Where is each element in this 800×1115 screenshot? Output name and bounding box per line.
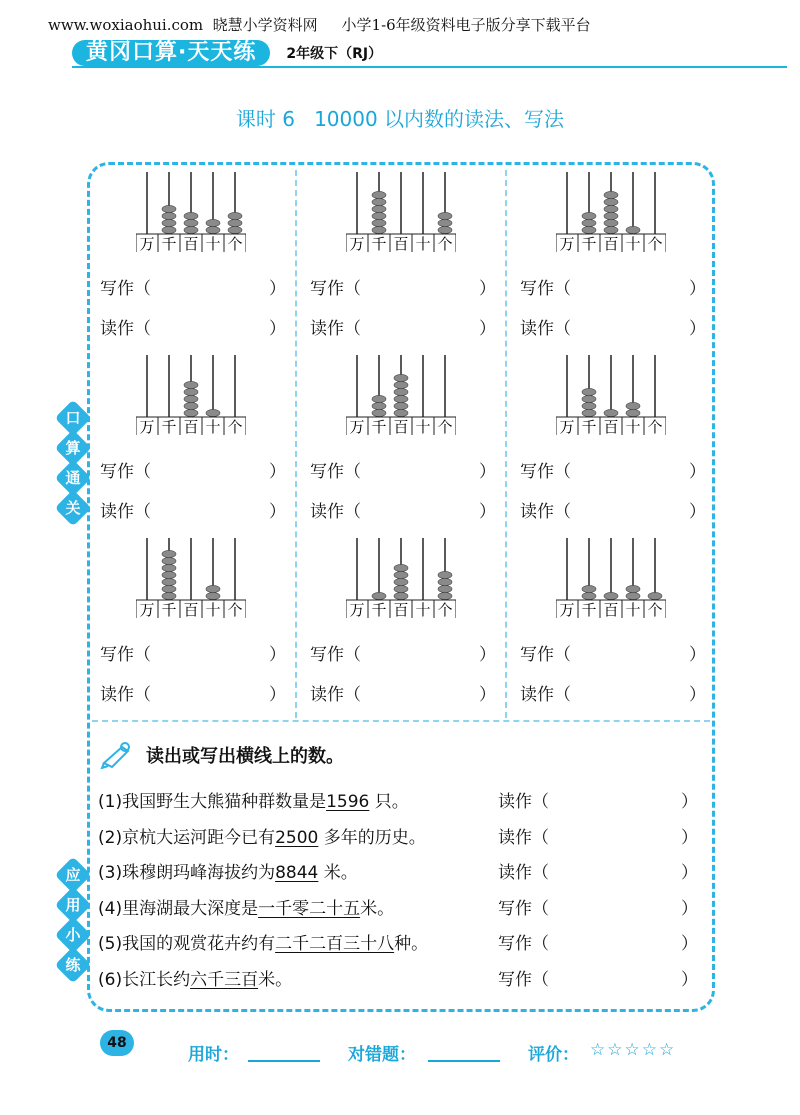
answer-label: 写作（ xyxy=(498,969,549,990)
place-value-label: 百 xyxy=(183,235,199,252)
brand-bar xyxy=(72,40,382,66)
abacus-bead xyxy=(162,212,176,219)
answer-blank[interactable] xyxy=(498,965,698,990)
place-value-label: 个 xyxy=(647,235,663,252)
write-label: 写作（ xyxy=(520,645,571,665)
read-label: 读作（ xyxy=(100,502,151,522)
underlined-number: 六千三百 xyxy=(190,969,259,990)
abacus-bead xyxy=(626,585,640,592)
place-value-label: 个 xyxy=(227,601,243,618)
abacus-bead xyxy=(626,226,640,233)
question-text: (3)珠穆朗玛峰海拔约为 xyxy=(98,863,276,883)
abacus-cell xyxy=(300,355,505,537)
question-suffix: 多年的历史。 xyxy=(318,827,426,848)
write-label: 写作（ xyxy=(100,462,151,482)
underlined-number: 1596 xyxy=(326,792,370,812)
read-label: 读作（ xyxy=(520,319,571,339)
abacus-cell xyxy=(300,538,505,720)
abacus-bead xyxy=(162,557,176,564)
abacus-bead xyxy=(582,219,596,226)
place-value-label: 十 xyxy=(625,418,641,435)
close-paren: ） xyxy=(269,685,286,705)
close-paren: ） xyxy=(479,645,496,665)
answer-blank[interactable] xyxy=(498,858,698,883)
question-text: (5)我国的观赏花卉约有 xyxy=(98,934,276,954)
abacus-bead xyxy=(372,409,386,416)
abacus-bead xyxy=(162,585,176,592)
place-value-label: 千 xyxy=(371,601,387,618)
read-label: 读作（ xyxy=(520,685,571,705)
place-value-label: 个 xyxy=(437,418,453,435)
abacus-bead xyxy=(604,198,618,205)
place-value-label: 千 xyxy=(161,601,177,618)
underlined-number: 二千二百三十八 xyxy=(275,934,395,954)
abacus-bead xyxy=(206,592,220,599)
abacus xyxy=(136,355,246,435)
write-answer-line[interactable] xyxy=(100,274,286,299)
place-value-label: 十 xyxy=(625,601,641,618)
abacus-bead xyxy=(604,592,618,599)
place-value-label: 千 xyxy=(581,418,597,435)
abacus-bead xyxy=(394,388,408,395)
abacus-bead xyxy=(604,205,618,212)
abacus-cell xyxy=(90,538,295,720)
place-value-label: 万 xyxy=(559,235,575,252)
abacus-bead xyxy=(438,585,452,592)
close-paren: ） xyxy=(269,645,286,665)
abacus-bead xyxy=(184,212,198,219)
correct-blank[interactable] xyxy=(428,1060,500,1062)
abacus-bead xyxy=(184,409,198,416)
abacus-bead xyxy=(626,402,640,409)
time-blank[interactable] xyxy=(248,1060,320,1062)
abacus-bead xyxy=(162,578,176,585)
read-answer-line[interactable] xyxy=(100,314,286,339)
abacus-bead xyxy=(626,409,640,416)
answer-blank[interactable] xyxy=(498,787,698,812)
abacus-cell xyxy=(510,355,715,537)
write-answer-line[interactable] xyxy=(100,457,286,482)
place-value-label: 个 xyxy=(227,235,243,252)
read-answer-line[interactable] xyxy=(310,314,496,339)
place-value-label: 百 xyxy=(183,601,199,618)
place-value-label: 十 xyxy=(625,235,641,252)
close-paren: ） xyxy=(689,645,706,665)
close-paren: ） xyxy=(689,279,706,299)
question-suffix: 米。 xyxy=(360,898,395,919)
place-value-label: 十 xyxy=(415,601,431,618)
place-value-label: 万 xyxy=(139,601,155,618)
question-row xyxy=(98,823,698,853)
place-value-label: 万 xyxy=(559,418,575,435)
abacus-bead xyxy=(372,191,386,198)
abacus-bead xyxy=(184,381,198,388)
abacus-bead xyxy=(582,395,596,402)
section-title: 读出或写出横线上的数。 xyxy=(146,746,344,767)
abacus-bead xyxy=(162,219,176,226)
read-label: 读作（ xyxy=(310,502,361,522)
question-text: (2)京杭大运河距今已有 xyxy=(98,827,276,848)
place-value-label: 个 xyxy=(437,601,453,618)
abacus-bead xyxy=(438,212,452,219)
place-value-label: 百 xyxy=(183,418,199,435)
answer-label: 读作（ xyxy=(498,863,549,883)
abacus-bead xyxy=(394,571,408,578)
question-text: (6)长江长约 xyxy=(98,969,191,990)
place-value-label: 千 xyxy=(371,235,387,252)
place-value-label: 万 xyxy=(139,235,155,252)
section-divider xyxy=(92,720,710,722)
abacus-bead xyxy=(372,198,386,205)
place-value-label: 个 xyxy=(647,418,663,435)
abacus xyxy=(346,538,456,618)
abacus-bead xyxy=(228,226,242,233)
place-value-label: 百 xyxy=(603,235,619,252)
read-label: 读作（ xyxy=(520,502,571,522)
column-divider xyxy=(505,170,507,718)
abacus-bead xyxy=(394,409,408,416)
abacus xyxy=(556,172,666,252)
place-value-label: 百 xyxy=(603,418,619,435)
abacus-bead xyxy=(438,219,452,226)
close-paren: ） xyxy=(479,685,496,705)
section-header xyxy=(100,740,344,770)
page-number: 48 xyxy=(100,1030,134,1056)
abacus-bead xyxy=(394,381,408,388)
abacus-bead xyxy=(162,592,176,599)
abacus-bead xyxy=(582,388,596,395)
brand-logo: 黄冈口算·天天练 xyxy=(72,40,270,66)
place-value-label: 千 xyxy=(161,235,177,252)
abacus-bead xyxy=(206,226,220,233)
rating-label: 评价： xyxy=(528,1045,579,1065)
close-paren: ） xyxy=(681,934,698,954)
abacus-bead xyxy=(184,226,198,233)
write-answer-line[interactable] xyxy=(310,457,496,482)
abacus-bead xyxy=(206,219,220,226)
answer-label: 读作（ xyxy=(498,792,549,812)
place-value-label: 万 xyxy=(139,418,155,435)
site-banner: www.woxiaohui.com 晓慧小学资料网 小学1-6年级资料电子版分享下载平台 xyxy=(48,16,591,34)
abacus-bead xyxy=(162,205,176,212)
abacus-bead xyxy=(582,212,596,219)
write-label: 写作（ xyxy=(520,462,571,482)
abacus-bead xyxy=(372,395,386,402)
write-label: 写作（ xyxy=(310,645,361,665)
abacus-bead xyxy=(582,402,596,409)
place-value-label: 千 xyxy=(161,418,177,435)
read-answer-line[interactable] xyxy=(520,680,706,705)
rating-stars[interactable]: ☆☆☆☆☆ xyxy=(590,1040,677,1060)
pencil-icon xyxy=(100,741,136,769)
read-answer-line[interactable] xyxy=(520,497,706,522)
abacus-bead xyxy=(582,592,596,599)
side-tab-oral: 口 算 通 关 xyxy=(60,405,88,525)
abacus-bead xyxy=(162,571,176,578)
answer-blank[interactable] xyxy=(498,894,698,919)
close-paren: ） xyxy=(479,319,496,339)
write-answer-line[interactable] xyxy=(520,640,706,665)
abacus xyxy=(136,538,246,618)
abacus-bead xyxy=(394,402,408,409)
write-answer-line[interactable] xyxy=(520,274,706,299)
close-paren: ） xyxy=(479,462,496,482)
abacus-bead xyxy=(372,219,386,226)
place-value-label: 十 xyxy=(205,235,221,252)
page-footer xyxy=(0,1030,800,1070)
underlined-number: 一千零二十五 xyxy=(258,898,361,919)
close-paren: ） xyxy=(689,502,706,522)
close-paren: ） xyxy=(681,898,698,919)
abacus-bead xyxy=(604,191,618,198)
place-value-label: 百 xyxy=(393,418,409,435)
question-row xyxy=(98,929,698,959)
answer-label: 读作（ xyxy=(498,827,549,848)
abacus-bead xyxy=(604,212,618,219)
read-answer-line[interactable] xyxy=(100,497,286,522)
question-row xyxy=(98,787,698,817)
abacus-bead xyxy=(394,374,408,381)
write-label: 写作（ xyxy=(310,462,361,482)
abacus-bead xyxy=(604,409,618,416)
abacus-bead xyxy=(228,219,242,226)
question-text: (1)我国野生大熊猫种群数量是 xyxy=(98,792,327,812)
abacus-bead xyxy=(626,592,640,599)
close-paren: ） xyxy=(681,863,698,883)
grade-label: 2年级下（RJ） xyxy=(286,46,383,62)
place-value-label: 万 xyxy=(349,235,365,252)
underlined-number: 2500 xyxy=(275,827,319,848)
abacus-bead xyxy=(206,585,220,592)
read-label: 读作（ xyxy=(100,319,151,339)
close-paren: ） xyxy=(689,319,706,339)
question-text: (4)里海湖最大深度是 xyxy=(98,898,259,919)
underlined-number: 8844 xyxy=(275,863,319,883)
place-value-label: 百 xyxy=(393,235,409,252)
abacus-bead xyxy=(372,592,386,599)
abacus-bead xyxy=(372,212,386,219)
close-paren: ） xyxy=(269,502,286,522)
abacus-bead xyxy=(162,226,176,233)
question-suffix: 米。 xyxy=(258,969,293,990)
place-value-label: 十 xyxy=(205,418,221,435)
place-value-label: 万 xyxy=(559,601,575,618)
place-value-label: 万 xyxy=(349,418,365,435)
abacus-bead xyxy=(438,578,452,585)
abacus-cell xyxy=(90,355,295,537)
abacus-bead xyxy=(582,585,596,592)
abacus-cell xyxy=(510,172,715,354)
question-row xyxy=(98,894,698,924)
correct-label: 对错题： xyxy=(348,1045,416,1065)
time-label: 用时： xyxy=(188,1045,239,1065)
answer-label: 写作（ xyxy=(498,898,549,919)
place-value-label: 个 xyxy=(437,235,453,252)
read-answer-line[interactable] xyxy=(310,497,496,522)
abacus xyxy=(136,172,246,252)
write-answer-line[interactable] xyxy=(310,640,496,665)
header-divider xyxy=(72,66,787,68)
abacus-bead xyxy=(184,388,198,395)
place-value-label: 个 xyxy=(647,601,663,618)
lesson-title: 课时 6 10000 以内数的读法、写法 xyxy=(235,107,565,131)
read-label: 读作（ xyxy=(310,685,361,705)
write-label: 写作（ xyxy=(520,279,571,299)
abacus-bead xyxy=(648,592,662,599)
abacus-bead xyxy=(228,212,242,219)
read-label: 读作（ xyxy=(310,319,361,339)
question-suffix: 种。 xyxy=(394,934,429,954)
column-divider xyxy=(295,170,297,718)
write-answer-line[interactable] xyxy=(310,274,496,299)
close-paren: ） xyxy=(479,502,496,522)
place-value-label: 千 xyxy=(581,601,597,618)
abacus xyxy=(556,355,666,435)
abacus-bead xyxy=(162,550,176,557)
abacus-bead xyxy=(394,578,408,585)
write-label: 写作（ xyxy=(310,279,361,299)
write-label: 写作（ xyxy=(100,279,151,299)
close-paren: ） xyxy=(479,279,496,299)
close-paren: ） xyxy=(681,792,698,812)
abacus-bead xyxy=(394,564,408,571)
close-paren: ） xyxy=(269,279,286,299)
answer-label: 写作（ xyxy=(498,934,549,954)
question-suffix: 只。 xyxy=(369,792,409,812)
abacus-bead xyxy=(394,395,408,402)
abacus-bead xyxy=(372,402,386,409)
write-answer-line[interactable] xyxy=(520,457,706,482)
write-label: 写作（ xyxy=(100,645,151,665)
close-paren: ） xyxy=(681,969,698,990)
place-value-label: 十 xyxy=(205,601,221,618)
abacus-bead xyxy=(184,219,198,226)
close-paren: ） xyxy=(689,685,706,705)
abacus-cell xyxy=(510,538,715,720)
place-value-label: 十 xyxy=(415,418,431,435)
abacus xyxy=(346,172,456,252)
place-value-label: 千 xyxy=(581,235,597,252)
read-answer-line[interactable] xyxy=(520,314,706,339)
abacus-bead xyxy=(372,226,386,233)
question-row xyxy=(98,858,698,888)
close-paren: ） xyxy=(269,319,286,339)
abacus xyxy=(346,355,456,435)
abacus-bead xyxy=(604,226,618,233)
read-label: 读作（ xyxy=(100,685,151,705)
read-answer-line[interactable] xyxy=(310,680,496,705)
close-paren: ） xyxy=(689,462,706,482)
abacus-cell xyxy=(300,172,505,354)
abacus-bead xyxy=(162,564,176,571)
abacus-bead xyxy=(438,592,452,599)
abacus-bead xyxy=(184,402,198,409)
place-value-label: 十 xyxy=(415,235,431,252)
read-answer-line[interactable] xyxy=(100,680,286,705)
abacus-bead xyxy=(206,409,220,416)
question-row xyxy=(98,965,698,995)
place-value-label: 千 xyxy=(371,418,387,435)
abacus-bead xyxy=(582,409,596,416)
place-value-label: 万 xyxy=(349,601,365,618)
abacus-bead xyxy=(372,205,386,212)
write-answer-line[interactable] xyxy=(100,640,286,665)
answer-blank[interactable] xyxy=(498,929,698,954)
abacus-bead xyxy=(184,395,198,402)
abacus-bead xyxy=(438,571,452,578)
abacus xyxy=(556,538,666,618)
side-tab-apply: 应 用 小 练 xyxy=(60,862,88,982)
place-value-label: 百 xyxy=(603,601,619,618)
abacus-bead xyxy=(604,219,618,226)
close-paren: ） xyxy=(269,462,286,482)
abacus-bead xyxy=(394,585,408,592)
close-paren: ） xyxy=(681,827,698,848)
abacus-bead xyxy=(438,226,452,233)
abacus-bead xyxy=(394,592,408,599)
place-value-label: 个 xyxy=(227,418,243,435)
abacus-cell xyxy=(90,172,295,354)
question-suffix: 米。 xyxy=(318,863,358,883)
answer-blank[interactable] xyxy=(498,823,698,848)
place-value-label: 百 xyxy=(393,601,409,618)
abacus-bead xyxy=(582,226,596,233)
